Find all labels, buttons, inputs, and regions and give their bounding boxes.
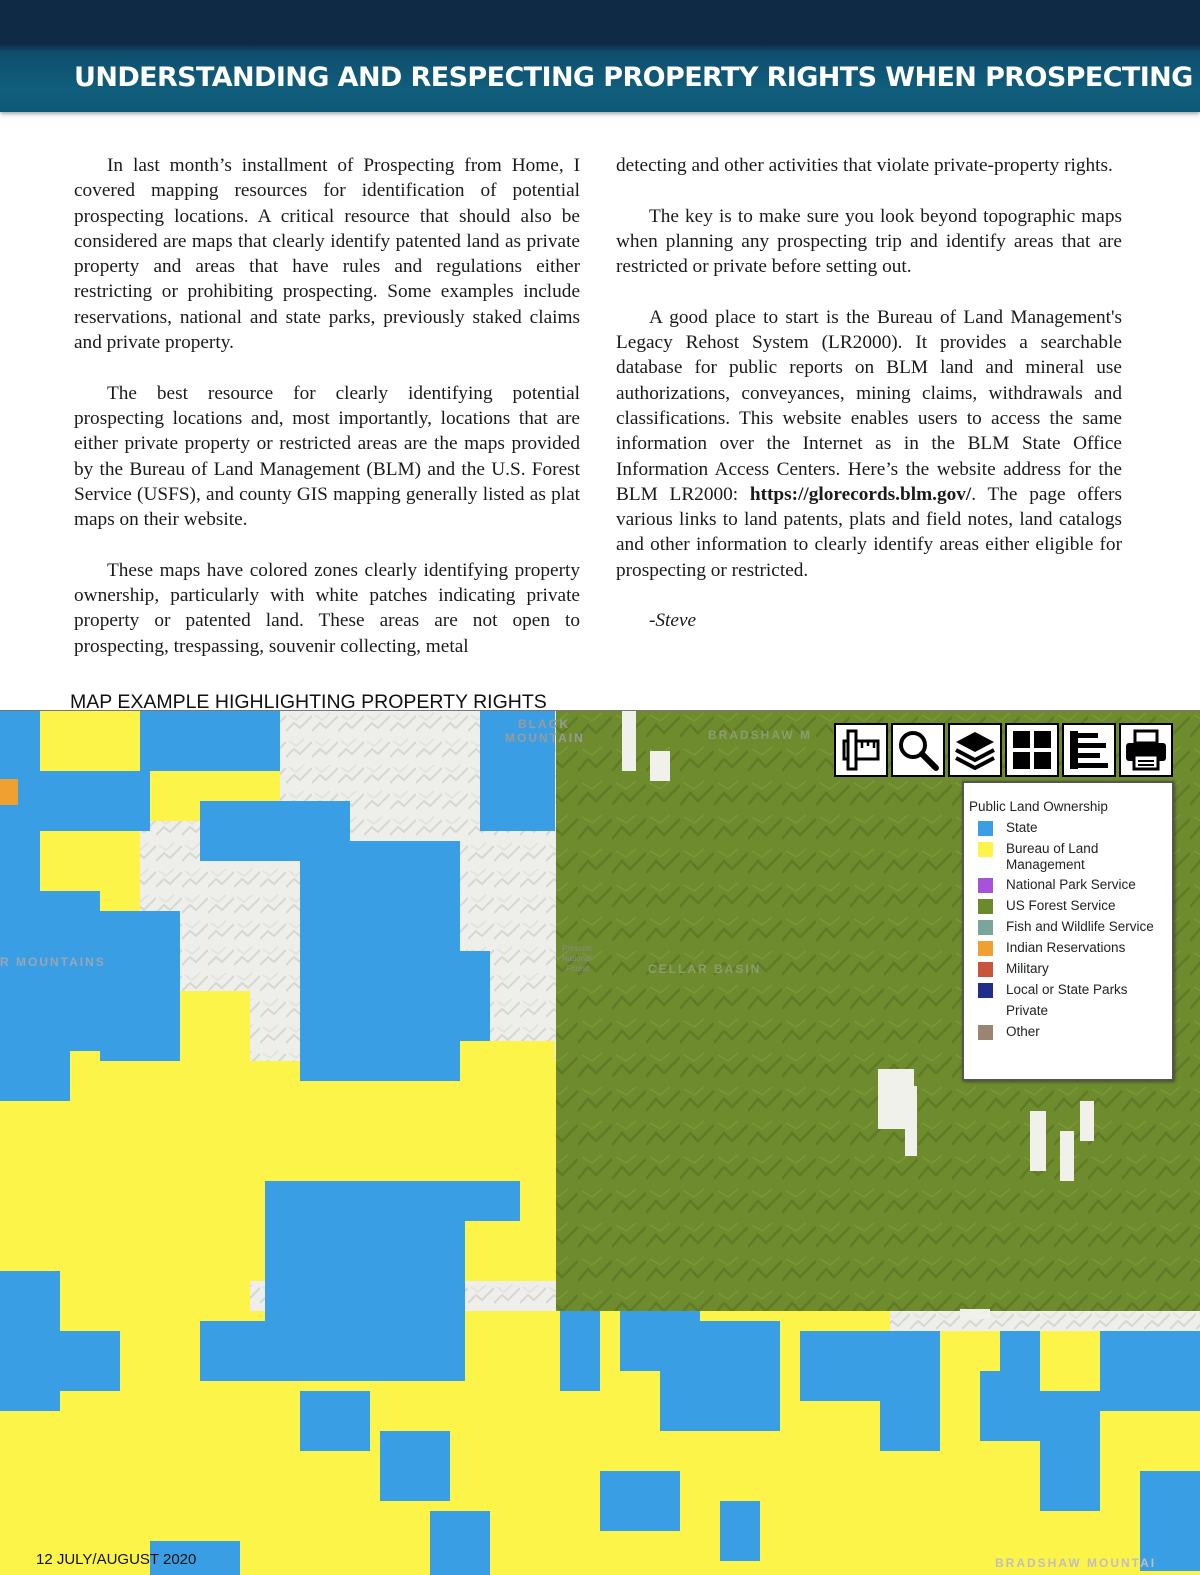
legend-list [978, 820, 1168, 1045]
layers-button[interactable] [948, 723, 1002, 777]
legend-title: Public Land Ownership [969, 799, 1108, 814]
state-parcel [430, 1511, 490, 1575]
search-icon [895, 727, 941, 773]
legend-item [978, 919, 1168, 935]
map-label: Forest [566, 964, 589, 973]
legend-item [978, 877, 1168, 893]
article-paragraph: These maps have colored zones clearly identifying property ownership, particularly with white patches indicating private property or patented land. These areas are not open to prospecting, trespassing, souvenir collecting, metal [74, 559, 580, 657]
grid-icon [1009, 727, 1055, 773]
legend-item [978, 820, 1168, 836]
legend-swatch [978, 1004, 993, 1019]
private-patch [650, 751, 670, 781]
print-button[interactable] [1119, 723, 1173, 777]
article-paragraph: The best resource for clearly identifying potential prospecting locations and, most importantly, locations that are either private property or restricted areas are the maps provided by the Bureau of Land Management (BLM) and the U.S. Forest Service (USFS), and county GIS mapping generally listed as plat maps on their website. [74, 382, 580, 531]
article-column-right [616, 153, 1122, 659]
private-patch [1080, 1101, 1094, 1141]
legend-label: Private [1006, 1003, 1049, 1018]
legend-label: Local or State Parks [1006, 982, 1128, 997]
state-parcel [40, 1331, 120, 1391]
legend-item [978, 982, 1168, 998]
legend-item [978, 841, 1168, 872]
legend-label: Bureau of Land Management [1006, 841, 1099, 872]
legend-swatch [978, 983, 993, 998]
map-label: MOUNTAIN [505, 731, 585, 745]
state-parcel [380, 1431, 450, 1501]
legend-swatch [978, 962, 993, 977]
state-parcel [400, 951, 490, 1041]
legend-label: Military [1006, 961, 1049, 976]
state-parcel [265, 1181, 465, 1381]
map-label: CELLAR BASIN [648, 962, 762, 976]
paragraph-text: A good place to start is the Bureau of Land Management's Legacy Rehost System (LR2000). It provides a searchable database for public reports on BLM land and mineral use authorizations, conveyances, mining claims, withdrawals and classifications. This website enables users to access the same information over the Internet as in the BLM State Office Information Access Centers. Here’s the website address for the BLM LR2000: [616, 306, 1122, 505]
measure-button[interactable] [834, 723, 888, 777]
header-bar [0, 0, 1200, 112]
state-parcel [1100, 1331, 1200, 1411]
map-label: R MOUNTAINS [0, 955, 106, 969]
state-parcel [880, 1331, 940, 1451]
list-icon [1066, 727, 1112, 773]
private-patch [1030, 1111, 1046, 1171]
legend-swatch [978, 878, 993, 893]
land-ownership-map[interactable] [0, 710, 1200, 1575]
private-patch [622, 711, 636, 771]
legend-item [978, 940, 1168, 956]
legend-label: Indian Reservations [1006, 940, 1126, 955]
map-toolbar [834, 723, 1173, 777]
page-footer: 12 JULY/AUGUST 2020 [36, 1551, 197, 1568]
state-parcel [0, 711, 40, 901]
legend-item [978, 1003, 1168, 1019]
private-patch [905, 1086, 917, 1156]
article-paragraph: The key is to make sure you look beyond topographic maps when planning any prospecting trip and identify areas that are restricted or private before setting out. [616, 205, 1122, 278]
state-parcel [200, 1321, 270, 1381]
list-button[interactable] [1062, 723, 1116, 777]
author-signature: -Steve [649, 610, 697, 632]
map-caption: MAP EXAMPLE HIGHLIGHTING PROPERTY RIGHTS [70, 691, 547, 713]
legend-swatch [978, 1025, 993, 1040]
grid-button[interactable] [1005, 723, 1059, 777]
article-paragraph: In last month’s installment of Prospecting from Home, I covered mapping resources for identification of potential prospecting locations. A critical resource that should also be considered are maps that clearly identify patented land as private property and areas that have rules and regulations either restricting or prohibiting prospecting. Some examples include reservations, national and state parks, previously staked claims and private property. [74, 155, 580, 354]
map-label: BLACK [518, 717, 570, 731]
article-paragraph-lr2000 [616, 305, 1122, 583]
article-column-left [74, 153, 580, 684]
legend-label: National Park Service [1006, 877, 1136, 892]
measure-icon [838, 727, 884, 773]
map-label: Prescott [562, 944, 592, 953]
paragraph-text: . The page offers various links to land patents, plats and field notes, land catalogs and other information to clearly identify areas either eligible for prospecting or restricted. [616, 483, 1122, 581]
state-parcel [450, 1181, 520, 1221]
reservation-parcel [0, 779, 18, 805]
legend-item [978, 898, 1168, 914]
legend-swatch [978, 821, 993, 836]
legend-label: US Forest Service [1006, 898, 1116, 913]
private-patch [1060, 1131, 1074, 1181]
legend-swatch [978, 941, 993, 956]
state-parcel [980, 1371, 1040, 1441]
state-parcel [600, 1471, 680, 1531]
state-parcel [1000, 1331, 1040, 1371]
state-parcel [660, 1321, 780, 1431]
article-paragraph: detecting and other activities that violate private-property rights. [616, 155, 1113, 176]
state-parcel [1040, 1391, 1100, 1511]
print-icon [1123, 727, 1169, 773]
map-label: National [562, 954, 592, 963]
state-parcel [720, 1501, 760, 1561]
layers-icon [952, 727, 998, 773]
state-parcel [300, 1391, 370, 1451]
state-parcel [40, 771, 150, 831]
legend-swatch [978, 899, 993, 914]
search-button[interactable] [891, 723, 945, 777]
state-parcel [140, 711, 280, 771]
page-title: UNDERSTANDING AND RESPECTING PROPERTY RIGHTS WHEN PROSPECTING [74, 62, 1193, 93]
private-patch [960, 1309, 990, 1319]
state-parcel [0, 1001, 70, 1101]
state-parcel [560, 1311, 600, 1391]
legend-label: Other [1006, 1024, 1040, 1039]
legend-swatch [978, 920, 993, 935]
legend-label: Fish and Wildlife Service [1006, 919, 1154, 934]
map-label: BRADSHAW M [708, 728, 812, 742]
legend-swatch [978, 842, 993, 857]
map-legend [962, 781, 1174, 1081]
legend-label: State [1006, 820, 1038, 835]
state-parcel [100, 911, 180, 1061]
legend-item [978, 1024, 1168, 1040]
blm-lr2000-link[interactable]: https://glorecords.blm.gov/ [749, 483, 972, 505]
map-label: BRADSHAW MOUNTAI [995, 1556, 1157, 1570]
legend-item [978, 961, 1168, 977]
